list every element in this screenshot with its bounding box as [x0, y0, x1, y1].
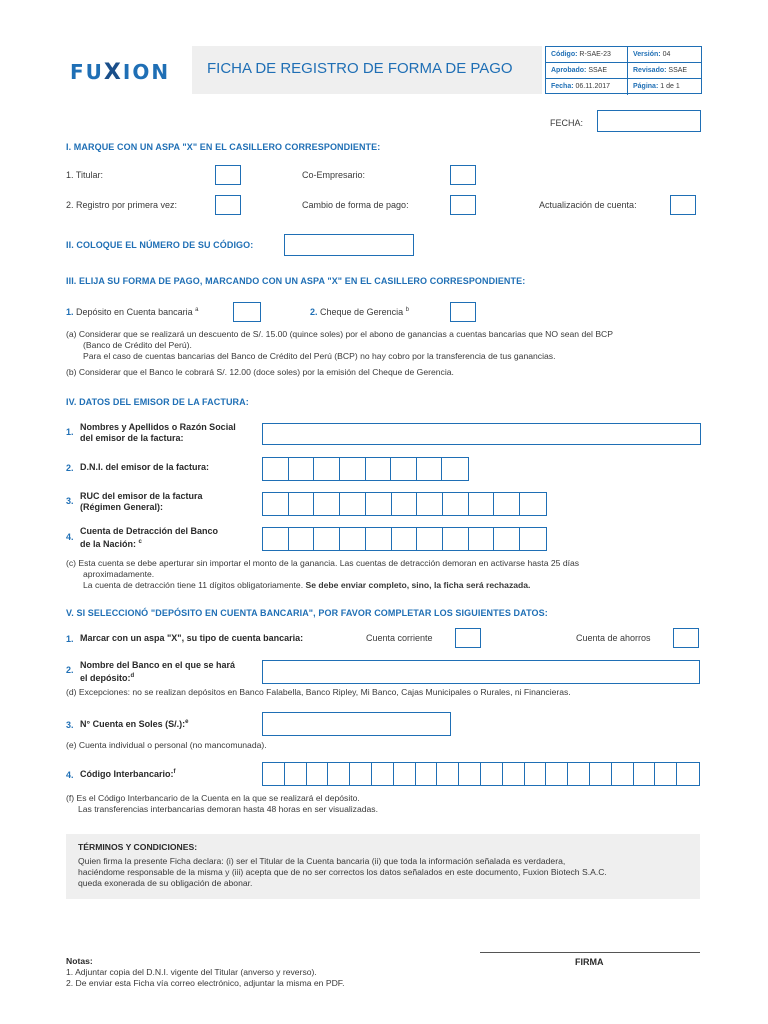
cuenta-soles-label: [80, 719, 188, 729]
digit-cell[interactable]: [263, 528, 289, 550]
deposito-option-label: [66, 307, 198, 317]
deposito-sup: a: [195, 307, 199, 313]
terms-line1: Quien firma la presente Ficha declara: (i) ser el Titular de la Cuenta bancaria (ii) que toda la información señalada es verdadera,: [78, 856, 566, 866]
logo-text-right: ION: [122, 60, 171, 84]
notes-line1: 1. Adjuntar copia del D.N.I. vigente del Titular (anverso y reverso).: [66, 967, 317, 977]
cuenta-ahorros-label: Cuenta de ahorros: [576, 633, 651, 643]
ruc-label: [80, 491, 203, 513]
detraccion-label-line2: de la Nación:: [80, 539, 137, 549]
fecha-meta-value: 06.11.2017: [575, 83, 611, 90]
cambio-checkbox[interactable]: [450, 195, 476, 215]
digit-cell[interactable]: [340, 458, 366, 480]
digit-cell[interactable]: [417, 458, 443, 480]
field-num: 2.: [66, 463, 74, 473]
field-num: 3.: [66, 720, 74, 730]
titular-label: 1. Titular:: [66, 170, 104, 180]
deposito-num: 1.: [66, 307, 74, 317]
cci-input-cells[interactable]: [262, 762, 700, 786]
codigo-value: R-SAE-23: [579, 51, 611, 58]
digit-cell[interactable]: [469, 528, 495, 550]
title-band: [192, 46, 542, 94]
version-value: 04: [662, 51, 671, 58]
version-label: Versión:: [633, 51, 661, 58]
detraccion-sup: c: [138, 539, 142, 545]
digit-cell[interactable]: [263, 493, 289, 515]
meta-row: [546, 79, 701, 95]
note-c-bold: Se debe enviar completo, sino, la ficha será rechazada.: [305, 580, 531, 590]
cheque-sup: b: [405, 307, 409, 313]
field-num: 2.: [66, 665, 74, 675]
terms-box: [66, 834, 700, 899]
digit-cell[interactable]: [366, 458, 392, 480]
field-num: 4.: [66, 770, 74, 780]
footer-notes: [66, 956, 344, 989]
digit-cell[interactable]: [314, 458, 340, 480]
tipo-cuenta-label: Marcar con un aspa "X", su tipo de cuenta bancaria:: [80, 633, 304, 643]
digit-cell[interactable]: [520, 493, 546, 515]
digit-cell[interactable]: [417, 493, 443, 515]
field-num: 4.: [66, 532, 74, 542]
cci-text: Código Interbancario:: [80, 769, 174, 779]
aprobado-label: Aprobado:: [551, 67, 587, 74]
field-num: 1.: [66, 427, 74, 437]
titular-checkbox[interactable]: [215, 165, 241, 185]
digit-cell[interactable]: [289, 528, 315, 550]
cuenta-soles-sup: e: [185, 719, 189, 725]
digit-cell[interactable]: [392, 493, 418, 515]
digit-cell[interactable]: [443, 493, 469, 515]
digit-cell[interactable]: [494, 493, 520, 515]
note-c-line2: aproximadamente.: [83, 569, 155, 579]
note-a-line1: (a) Considerar que se realizará un descuento de S/. 15.00 (quince soles) por el abono de ganancias a cuentas bancarias que NO sean del BCP: [66, 329, 613, 339]
coempresario-label: Co-Empresario:: [302, 170, 366, 180]
fecha-meta-label: Fecha:: [551, 83, 574, 90]
document-meta-table: [545, 46, 702, 94]
digit-cell[interactable]: [677, 763, 699, 785]
terms-title: TÉRMINOS Y CONDICIONES:: [78, 842, 198, 852]
detraccion-input-cells[interactable]: [262, 527, 547, 551]
cuenta-ahorros-checkbox[interactable]: [673, 628, 699, 648]
razon-social-label-line1: Nombres y Apellidos o Razón Social: [80, 422, 236, 432]
section-1-title: I. MARQUE CON UN ASPA "X" EN EL CASILLERO CORRESPONDIENTE:: [66, 142, 381, 152]
note-c-line3: La cuenta de detracción tiene 11 dígitos obligatoriamente.: [83, 580, 304, 590]
terms-line2: haciéndome responsable de la misma y (iii) acepta que de no ser correctos los datos señalados en este documento, Fuxion Biotech S.A.C.: [78, 867, 607, 877]
aprobado-value: SSAE: [588, 67, 608, 74]
digit-cell[interactable]: [416, 763, 438, 785]
codigo-input[interactable]: [284, 234, 414, 256]
logo-text-left: FU: [70, 60, 104, 84]
revisado-value: SSAE: [668, 67, 688, 74]
actualizacion-checkbox[interactable]: [670, 195, 696, 215]
signature-line[interactable]: [480, 952, 700, 953]
banco-label-line1: Nombre del Banco en el que se hará: [80, 660, 236, 670]
terms-line3: queda exonerada de su obligación de abonar.: [78, 878, 253, 888]
banco-sup: d: [130, 673, 135, 679]
fecha-label: FECHA:: [550, 118, 584, 128]
cuenta-soles-text: N° Cuenta en Soles (S/.):: [80, 719, 186, 729]
note-d: (d) Excepciones: no se realizan depósitos en Banco Falabella, Banco Ripley, Mi Banco, Cajas Municipales o Rurales, ni Financieras.: [66, 687, 571, 697]
digit-cell[interactable]: [417, 528, 443, 550]
note-a-line3: Para el caso de cuentas bancarias del Banco de Crédito del Perú (BCP) no hay cobro por la transferencia de tus ganancias.: [83, 351, 556, 361]
digit-cell[interactable]: [494, 528, 520, 550]
notes-title: Notas:: [66, 956, 93, 966]
digit-cell[interactable]: [314, 528, 340, 550]
ruc-label-line2: (Régimen General):: [80, 502, 164, 512]
digit-cell[interactable]: [328, 763, 350, 785]
digit-cell[interactable]: [366, 493, 392, 515]
digit-cell[interactable]: [481, 763, 503, 785]
meta-row: [546, 47, 701, 63]
digit-cell[interactable]: [437, 763, 459, 785]
dni-label: D.N.I. del emisor de la factura:: [80, 462, 210, 472]
deposito-text: Depósito en Cuenta bancaria: [76, 307, 193, 317]
digit-cell[interactable]: [285, 763, 307, 785]
digit-cell[interactable]: [525, 763, 547, 785]
detraccion-label-line1: Cuenta de Detracción del Banco: [80, 526, 219, 536]
section-2-title: II. COLOQUE EL NÚMERO DE SU CÓDIGO:: [66, 240, 254, 250]
detraccion-label: [80, 526, 218, 550]
cci-label: [80, 769, 176, 779]
note-a-line2: (Banco de Crédito del Perú).: [83, 340, 192, 350]
banco-input[interactable]: [262, 660, 700, 684]
meta-row: [546, 63, 701, 79]
digit-cell[interactable]: [568, 763, 590, 785]
notes-line2: 2. De enviar esta Ficha vía correo electrónico, adjuntar la misma en PDF.: [66, 978, 345, 988]
cci-sup: f: [173, 769, 176, 775]
note-f-line2: Las transferencias interbancarias demoran hasta 48 horas en ser visualizadas.: [78, 804, 378, 814]
digit-cell[interactable]: [590, 763, 612, 785]
cheque-checkbox[interactable]: [450, 302, 476, 322]
ruc-input-cells[interactable]: [262, 492, 547, 516]
firma-label: FIRMA: [575, 957, 604, 967]
note-b: (b) Considerar que el Banco le cobrará S/. 12.00 (doce soles) por la emisión del Cheque de Gerencia.: [66, 367, 454, 377]
digit-cell[interactable]: [307, 763, 329, 785]
digit-cell[interactable]: [372, 763, 394, 785]
note-c-line1: (c) Esta cuenta se debe aperturar sin importar el monto de la ganancia. Las cuentas de detracción demoran en activarse hasta 25 días: [66, 558, 580, 568]
note-f-line1: (f) Es el Código Interbancario de la Cuenta en la que se realizará el depósito.: [66, 793, 360, 803]
digit-cell[interactable]: [459, 763, 481, 785]
digit-cell[interactable]: [366, 528, 392, 550]
codigo-label: Código:: [551, 51, 578, 58]
digit-cell[interactable]: [442, 458, 468, 480]
dni-input-cells[interactable]: [262, 457, 469, 481]
digit-cell[interactable]: [263, 763, 285, 785]
digit-cell[interactable]: [503, 763, 525, 785]
digit-cell[interactable]: [289, 458, 315, 480]
section-4-title: IV. DATOS DEL EMISOR DE LA FACTURA:: [66, 397, 249, 407]
fecha-input[interactable]: [597, 110, 701, 132]
digit-cell[interactable]: [520, 528, 546, 550]
digit-cell[interactable]: [289, 493, 315, 515]
razon-social-label-line2: del emisor de la factura:: [80, 433, 184, 443]
digit-cell[interactable]: [469, 493, 495, 515]
registro-checkbox[interactable]: [215, 195, 241, 215]
coempresario-checkbox[interactable]: [450, 165, 476, 185]
banco-label: [80, 660, 235, 684]
note-c: [66, 558, 579, 591]
revisado-label: Revisado:: [633, 67, 667, 74]
form-title: FICHA DE REGISTRO DE FORMA DE PAGO: [207, 60, 513, 77]
razon-social-label: [80, 422, 236, 444]
cuenta-corriente-label: Cuenta corriente: [366, 633, 433, 643]
digit-cell[interactable]: [340, 528, 366, 550]
digit-cell[interactable]: [612, 763, 634, 785]
pagina-value: 1 de 1: [660, 83, 680, 90]
digit-cell[interactable]: [263, 458, 289, 480]
logo-x: X: [103, 60, 123, 85]
deposito-checkbox[interactable]: [233, 302, 261, 322]
razon-social-input[interactable]: [262, 423, 701, 445]
digit-cell[interactable]: [392, 528, 418, 550]
digit-cell[interactable]: [350, 763, 372, 785]
field-num: 3.: [66, 496, 74, 506]
cheque-option-label: [310, 307, 409, 317]
note-f: [66, 793, 378, 815]
digit-cell[interactable]: [314, 493, 340, 515]
field-num: 1.: [66, 634, 74, 644]
section-5-title: V. SI SELECCIONÓ "DEPÓSITO EN CUENTA BANCARIA", POR FAVOR COMPLETAR LOS SIGUIENTES DATOS:: [66, 608, 548, 618]
cambio-label: Cambio de forma de pago:: [302, 200, 409, 210]
digit-cell[interactable]: [443, 528, 469, 550]
digit-cell[interactable]: [634, 763, 656, 785]
cheque-text: Cheque de Gerencia: [320, 307, 404, 317]
actualizacion-label: Actualización de cuenta:: [539, 200, 637, 210]
section-3-title: III. ELIJA SU FORMA DE PAGO, MARCANDO CON UN ASPA "X" EN EL CASILLERO CORRESPONDIENTE:: [66, 276, 526, 286]
digit-cell[interactable]: [546, 763, 568, 785]
digit-cell[interactable]: [391, 458, 417, 480]
digit-cell[interactable]: [394, 763, 416, 785]
banco-label-line2: el depósito:: [80, 673, 131, 683]
cuenta-soles-input[interactable]: [262, 712, 451, 736]
digit-cell[interactable]: [340, 493, 366, 515]
digit-cell[interactable]: [655, 763, 677, 785]
pagina-label: Página:: [633, 83, 659, 90]
fuxion-logo: [70, 60, 170, 85]
ruc-label-line1: RUC del emisor de la factura: [80, 491, 203, 501]
note-e: (e) Cuenta individual o personal (no mancomunada).: [66, 740, 267, 750]
note-a: [66, 329, 613, 362]
cheque-num: 2.: [310, 307, 318, 317]
cuenta-corriente-checkbox[interactable]: [455, 628, 481, 648]
registro-label: 2. Registro por primera vez:: [66, 200, 178, 210]
